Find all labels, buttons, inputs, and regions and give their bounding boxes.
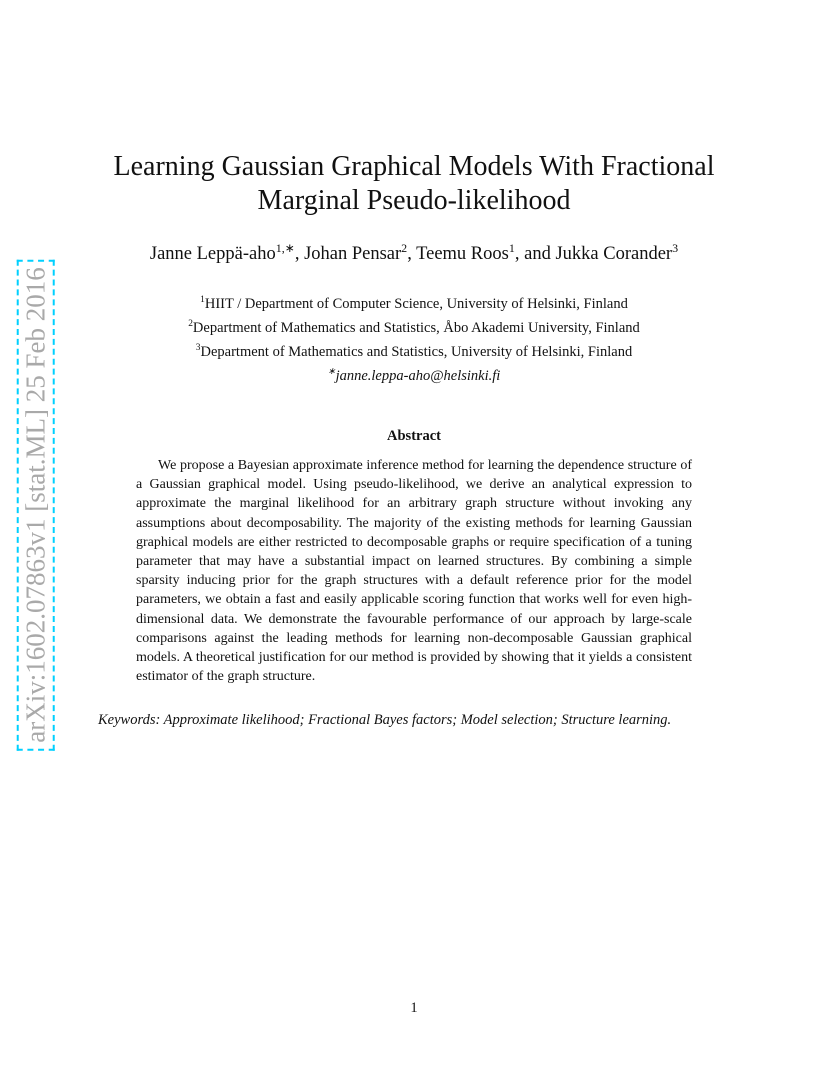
author-name: Janne Leppä-aho: [149, 244, 276, 264]
email-mark: ∗: [327, 367, 336, 378]
paper-title: Learning Gaussian Graphical Models With Fractional Marginal Pseudo-likelihood: [113, 151, 715, 216]
author-mark: 2: [401, 240, 408, 255]
author-mark: 3: [672, 240, 679, 255]
affiliation-text: HIIT / Department of Computer Science, University of Helsinki, Finland: [204, 296, 628, 312]
author: [555, 240, 679, 264]
affiliation: [90, 292, 738, 316]
author: [304, 240, 417, 264]
corresponding-email: [90, 364, 738, 388]
affiliation-text: Department of Mathematics and Statistics, Åbo Akademi University, Finland: [192, 320, 640, 336]
author-mark: 1: [508, 240, 515, 255]
author-list: [60, 242, 768, 266]
keywords: Keywords: Approximate likelihood; Fractional Bayes factors; Model selection; Structure learning.: [98, 712, 672, 728]
arxiv-stamp-text[interactable]: arXiv:1602.07863v1 [stat.ML] 25 Feb 2016: [17, 259, 55, 750]
author-separator: ,: [407, 244, 417, 264]
affiliation-mark: 3: [195, 343, 201, 354]
affiliation: [90, 316, 738, 340]
author-separator: , and: [514, 244, 556, 264]
abstract-text: We propose a Bayesian approximate inference method for learning the dependence structure of a Gaussian graphical model. Using pseudo-likelihood, we derive an analytical expression to approximate the marginal likelihood for an arbitrary graph structure without invoking any assumptions about decomposability. The majority of the existing methods for learning Gaussian graphical models are either restricted to decomposable graphs or require specification of a tuning parameter that may have a substantial impact on learned structures. By combining a simple sparsity inducing prior for the graph structures with a default reference prior for the model parameters, we obtain a fast and easily applicable scoring function that works well for even high-dimensional data. We demonstrate the favourable performance of our approach by large-scale comparisons against the leading methods for learning non-decomposable Gaussian graphical models. A theoretical justification for our method is provided by showing that it yields a consistent estimator of the graph structure.: [136, 458, 692, 685]
abstract-heading: Abstract: [387, 428, 441, 444]
author-name: Jukka Corander: [555, 244, 673, 264]
author-name: Johan Pensar: [304, 244, 402, 264]
author: [149, 240, 305, 264]
affiliation: [90, 340, 738, 364]
page-number: 1: [410, 1000, 418, 1016]
arxiv-stamp: [6, 260, 66, 750]
author-name: Teemu Roos: [416, 244, 509, 264]
affiliation-mark: 2: [188, 319, 193, 330]
author: [416, 240, 556, 264]
affiliation-mark: 1: [200, 295, 205, 306]
author-separator: ,: [294, 244, 305, 264]
email-text[interactable]: janne.leppa-aho@helsinki.fi: [335, 368, 501, 384]
affiliation-list: [90, 292, 738, 388]
author-mark: 1,∗: [275, 240, 295, 255]
affiliation-text: Department of Mathematics and Statistics, University of Helsinki, Finland: [200, 344, 633, 360]
